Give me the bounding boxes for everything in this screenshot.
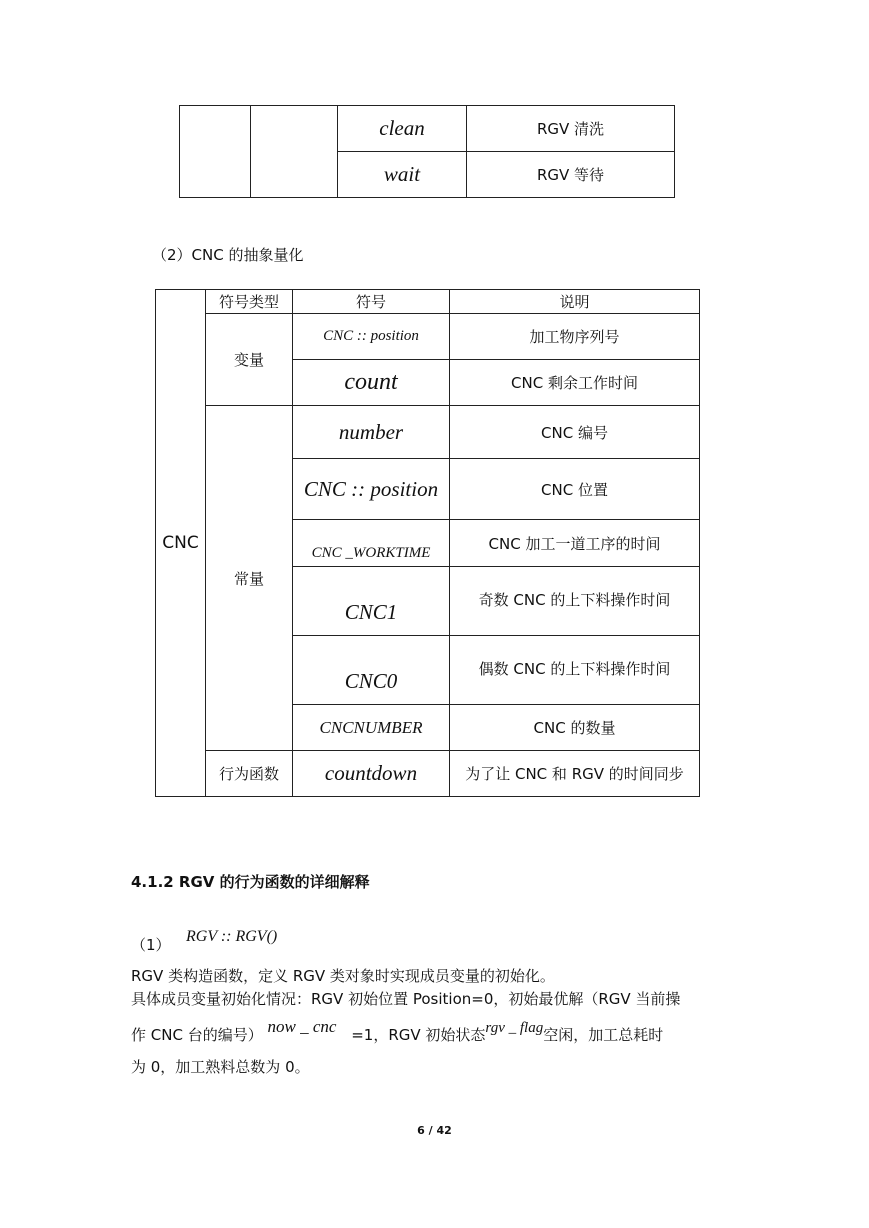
header-desc: 说明 bbox=[450, 290, 700, 314]
paragraph-line: 为 0，加工熟料总数为 0。 bbox=[131, 1058, 310, 1076]
item-label: （1） bbox=[131, 936, 171, 954]
formula: RGV :: RGV() bbox=[186, 928, 278, 945]
rgv-behavior-table-continued bbox=[179, 105, 675, 198]
symbol-cell: count bbox=[293, 360, 450, 406]
symbol-cell: CNC0 bbox=[293, 636, 450, 705]
section-heading: 4.1.2 RGV 的行为函数的详细解释 bbox=[131, 873, 370, 891]
symbol-cell: CNC :: position bbox=[293, 314, 450, 360]
math-rgv-flag: rgv _ flag bbox=[485, 1020, 544, 1036]
empty-cell-2 bbox=[251, 106, 338, 198]
page-number: 6 / 42 bbox=[417, 1124, 452, 1137]
description-cell: 奇数 CNC 的上下料操作时间 bbox=[450, 567, 700, 636]
math-now-cnc: now _ cnc bbox=[267, 1017, 337, 1036]
cnc-quantification-table bbox=[155, 289, 700, 797]
description-cell: CNC 编号 bbox=[450, 406, 700, 459]
symbol-cell: clean bbox=[338, 106, 467, 152]
constant-label: 常量 bbox=[206, 406, 293, 751]
symbol-cell: number bbox=[293, 406, 450, 459]
description-cell: 为了让 CNC 和 RGV 的时间同步 bbox=[450, 751, 700, 797]
paragraph-line bbox=[131, 1017, 664, 1048]
description-cell: CNC 剩余工作时间 bbox=[450, 360, 700, 406]
header-type: 符号类型 bbox=[206, 290, 293, 314]
text-span: 作 CNC 台的编号） bbox=[131, 1026, 263, 1044]
variable-label: 变量 bbox=[206, 314, 293, 406]
description-cell: RGV 等待 bbox=[467, 152, 675, 198]
paragraph-line: 具体成员变量初始化情况：RGV 初始位置 Position=0，初始最优解（RGV 当前操 bbox=[131, 990, 681, 1008]
header-symbol: 符号 bbox=[293, 290, 450, 314]
description-cell: CNC 加工一道工序的时间 bbox=[450, 520, 700, 567]
description-cell: RGV 清洗 bbox=[467, 106, 675, 152]
description-cell: CNC 位置 bbox=[450, 459, 700, 520]
text-span: 空闲，加工总耗时 bbox=[543, 1026, 664, 1044]
symbol-cell: CNC :: position bbox=[293, 459, 450, 520]
entity-cell: CNC bbox=[156, 290, 206, 797]
section-title: （2）CNC 的抽象量化 bbox=[152, 246, 304, 264]
symbol-cell: CNC1 bbox=[293, 567, 450, 636]
description-cell: 加工物序列号 bbox=[450, 314, 700, 360]
symbol-cell: wait bbox=[338, 152, 467, 198]
symbol-cell: CNC _WORKTIME bbox=[293, 520, 450, 567]
text-span: =1，RGV 初始状态 bbox=[351, 1026, 486, 1044]
behavior-label: 行为函数 bbox=[206, 751, 293, 797]
paragraph: RGV 类构造函数，定义 RGV 类对象时实现成员变量的初始化。 bbox=[131, 967, 555, 985]
description-cell: 偶数 CNC 的上下料操作时间 bbox=[450, 636, 700, 705]
empty-cell-1 bbox=[180, 106, 251, 198]
description-cell: CNC 的数量 bbox=[450, 705, 700, 751]
symbol-cell: CNCNUMBER bbox=[293, 705, 450, 751]
symbol-cell: countdown bbox=[293, 751, 450, 797]
